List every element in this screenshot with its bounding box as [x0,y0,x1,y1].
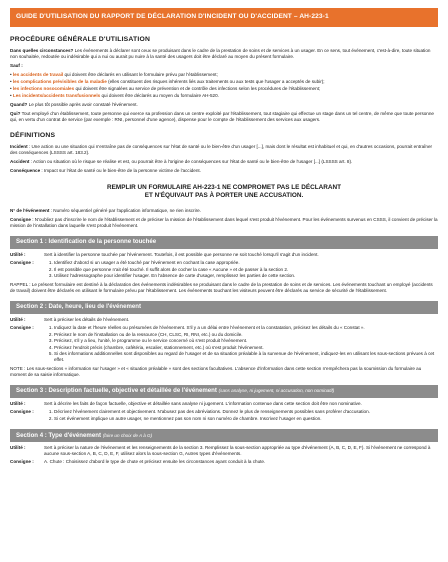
section-2-utilite: Utilité : Sert à préciser les détails de l'événement. [10,316,130,322]
exclusion-item: • les complications prévisibles de la maladie (elles constituent des risques inhérents liés aux traitements ou aux tests que l'usager a acceptés de subir); [10,79,438,85]
notice-line-1: REMPLIR UN FORMULAIRE AH-223-1 NE COMPROMET PAS LE DÉCLARANT [107,183,341,191]
section-3-utilite: Utilité : Sert à décrire les faits de façon factuelle, objective et détaillée sans analyse ni jugement. L'information contenue dans cette section doit être non nominative. [10,401,362,407]
procedure-circumstances [10,48,438,60]
section-1-steps [44,260,438,280]
event-number: N° de l'événement : Numéro séquentiel généré par l'application informatique, ne rien inscrire. [10,207,201,213]
list-item: 3. Précisez, s'il y a lieu, l'unité, le programme ou le service concerné où s'est produit l'événement. [54,338,438,344]
section-3-title: Section 3 : Description factuelle, objective et détaillée de l'événement [16,387,217,395]
notice-line-2: ET N'ÉQUIVAUT PAS À PORTER UNE ACCUSATION. [144,192,304,200]
procedure-who: Qui? Tout employé d'un établissement, toute personne qui exerce sa profession dans un centre exploité par l'établissement, tout stagiaire qui effectue un stage dans un tel centre, de même que toute personne qui, en vertu d'un contrat de service (par exemple : RNI, personnel d'une agence), dispense pour le compte de l'établissement des services aux usagers. [10,111,434,123]
list-item: 3. Utilisez l'adressographe pour identifier l'usager. En l'absence de carte d'usager, remplissez les parties de cette section. [54,273,438,279]
exclusion-item: • les infections nosocomiales qui doivent être signalées au service de prévention et de contrôle des infections selon les procédures de l'établissement; [10,86,438,92]
list-item: 5. Si des informations additionnelles sont disponibles au regard de l'usager et de sa situation préalable à la survenue de l'événement, indiquez-les en utilisant les sous-sections prévues à cet effet. [54,351,438,363]
circumstances-text: Les événements à déclarer sont ceux se produisant dans le cadre de la prestation de soins et de services à un usager. En ce sens, tout événement, c'est-à-dire, toute situation non souhaitée, redoutée ou indésirable qui a nui ou aurait pu nuire à la santé des usagers doit être déclaré au moyen du présent formulaire. [10,47,431,59]
section-4-subtitle: (faire un choix de A à G) [102,432,153,438]
list-item: 1. Identifiez d'abord si un usager a été touché par l'événement en cochant la case appropriée. [54,260,438,266]
exclusion-item: • les accidents de travail qui doivent être déclarés en utilisant le formulaire prévu par l'établissement; [10,72,438,78]
event-number-consigne: Consigne : N'oubliez pas d'inscrire le nom de l'établissement et de préciser la mission de l'établissement dans lequel s'est produit l'événement. Pour les événements survenus en CSSS, il convient de préciser la mission de l'installation dans laquelle s'est produit l'événement. [10,216,438,228]
document-page [10,0,438,465]
section-3-subtitle: (sans analyse, ni jugement, ni accusation, non nominatif) [218,388,335,394]
section-1-rappel: RAPPEL : Le présent formulaire est destiné à la déclaration des événements indésirables se produisant dans le cadre de la prestation de soins et de services. Les événements touchant un employé (accidents de travail) doivent être déclarés en utilisant le formulaire prévu par l'établissement. Les événements touchant les visiteurs peuvent être déclarés au service de sécurité de l'établissement. [10,281,433,293]
exclusion-item: • Les incidents/accidents transfusionnels qui doivent être déclarés au moyen du formulaire AH-520. [10,93,438,99]
section-2-consigne: Consigne : 1. Indiquez la date et l'heure réelles ou présumées de l'événement. S'il y a un délai entre l'événement et la constatation, précisez les détails du « Constat ». 2. Précisez le nom de l'installation ou de la ressource (CH, CLSC, RI, RNI, etc.) ou du domicile. 3. Précisez, s'il y a lieu, l'unité, le programme ou le service concerné où s'est produit l'événement. 4. Précisez l'endroit précis (chambre, cafétéria, escalier, stationnement, etc.) où s'est produit l'événement. 5. Si des informations additionnelles sont disponibles au regard de l'usager et de sa situation préalable à la survenue de l'événement, indiquez-les en utilisant les sous-sections prévues à cet effet. [10,325,438,364]
list-item: 1. Indiquez la date et l'heure réelles ou présumées de l'événement. S'il y a un délai entre l'événement et la constatation, précisez les détails du « Constat ». [54,325,438,331]
section-2-header: Section 2 : Date, heure, lieu de l'événement [10,301,438,314]
section-2-steps [44,325,438,364]
list-item: 2. Si cet événement implique un autre usager, ne mentionnez pas son nom ni son numéro de chambre. Inscrivez l'usager en question. [54,416,438,422]
circumstances-lead: Dans quelles circonstances? [10,47,74,53]
exclusion-list [10,72,438,99]
section-4-header [10,429,438,442]
section-3-header [10,385,438,398]
procedure-when: Quand? Le plus tôt possible après avoir constaté l'événement. [10,102,138,108]
definitions-heading: DÉFINITIONS [10,132,56,140]
definition-consequence: Conséquence : Impact sur l'état de santé ou le bien-être de la personne victime de l'accident. [10,168,201,174]
list-item: 4. Précisez l'endroit précis (chambre, cafétéria, escalier, stationnement, etc.) où s'est produit l'événement. [54,345,438,351]
section-4-title: Section 4 : Type d'événement [16,431,101,439]
notice-banner [10,184,438,201]
section-4-utilite: Utilité : Sert à préciser la nature de l'événement et les renseignements de la section 3. Remplissez la sous-section appropriée au type d'événement (A, B, C, D, E, F). Si l'événement ne correspond à aucune sous-section A, B, C, D, E, F, utilisez alors la sous-section G, Autres types d'événements. [10,445,431,457]
section-2-note: NOTE : Les sous-sections « information sur l'usager » et « situation préalable » sont des sections facultatives. L'absence d'information dans cette section n'empêchera pas la soumission du formulaire au moment de sa saisie informatique. [10,365,422,377]
list-item: 2. Il est possible que personne n'ait été touché. Il suffit alors de cocher la case « Aucune » et de passer à la section 2. [54,267,438,273]
list-item: 2. Précisez le nom de l'installation ou de la ressource (CH, CLSC, RI, RNI, etc.) ou du domicile. [54,332,438,338]
section-1-utilite: Utilité : Sert à identifier la personne touchée par l'événement. Toutefois, il est possible que personne ne soit touché lorsqu'il s'agit d'un incident. [10,252,319,258]
list-item: 1. Décrivez l'événement clairement et objectivement. N'abusez pas des abréviations. Donnez le plus de renseignements possibles sans proférer d'accusation. [54,409,438,415]
section-4-consigne: Consigne : A. Chute : Choisissez d'abord le type de chute et précisez ensuite les circonstances ayant conduit à la chute. [10,459,266,465]
procedure-heading: PROCÉDURE GÉNÉRALE D'UTILISATION [10,35,151,43]
document-title: GUIDE D'UTILISATION DU RAPPORT DE DÉCLARATION D'INCIDENT OU D'ACCIDENT – AH-223-1 [10,8,438,27]
section-1-consigne: Consigne : 1. Identifiez d'abord si un usager a été touché par l'événement en cochant la case appropriée. 2. Il est possible que personne n'ait été touché. Il suffit alors de cocher la case « Aucune » et de passer à la section 2. 3. Utilisez l'adressographe pour identifier l'usager. En l'absence de carte d'usager, remplissez les parties de cette section. [10,260,438,280]
section-1-header: Section 1 : Identification de la personne touchée [10,236,438,249]
definition-incident: Incident : Une action ou une situation qui n'entraîne pas de conséquences sur l'état de santé ou le bien-être d'un usager [...], mais dont le résultat est inhabituel et qui, en d'autres occasions, pourrait entraîner des conséquences (LSSSS art. 183.2). [10,144,433,156]
sauf-label: Sauf : [10,62,23,68]
section-3-steps [44,409,438,422]
definition-accident: Accident : Action ou situation où le risque se réalise et est, ou pourrait être à l'origine de conséquences sur l'état de santé ou le bien-être de l'usager [...] (LSSSS art. 8). [10,159,353,165]
section-3-consigne: Consigne : 1. Décrivez l'événement clairement et objectivement. N'abusez pas des abréviations. Donnez le plus de renseignements possibles sans proférer d'accusation. 2. Si cet événement implique un autre usager, ne mentionnez pas son nom ni son numéro de chambre. Inscrivez l'usager en question. [10,409,438,422]
